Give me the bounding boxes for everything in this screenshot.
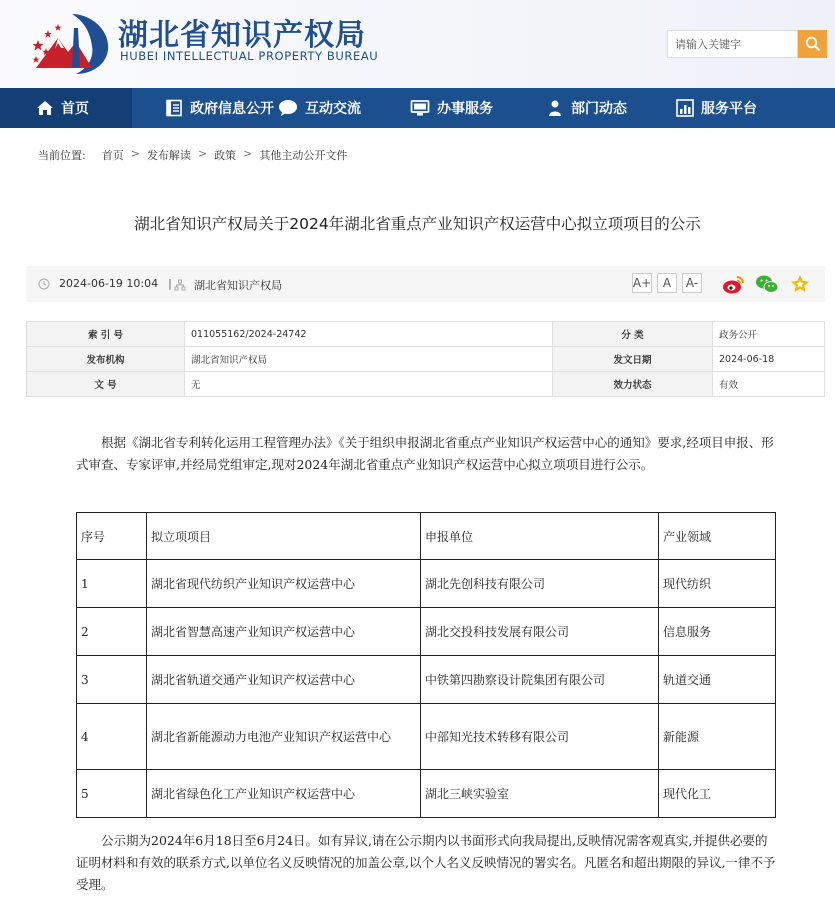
table-header: 拟立项项目 — [147, 513, 421, 560]
table-cell: 新能源 — [659, 704, 776, 770]
article-title: 湖北省知识产权局关于2024年湖北省重点产业知识产权运营中心拟立项项目的公示 — [134, 215, 701, 233]
home-icon — [36, 99, 54, 117]
table-cell: 湖北交投科技发展有限公司 — [421, 608, 659, 656]
site-title-english: HUBEI INTELLECTUAL PROPERTY BUREAU — [120, 49, 379, 63]
nav-label-services: 办事服务 — [437, 101, 493, 117]
search-input[interactable] — [667, 30, 798, 58]
doc-number-label: 文 号 — [27, 372, 185, 397]
validity-label: 效力状态 — [553, 372, 713, 397]
table-cell: 湖北省现代纺织产业知识产权运营中心 — [147, 560, 421, 608]
table-cell: 湖北先创科技有限公司 — [421, 560, 659, 608]
bureau-logo-icon[interactable] — [28, 8, 114, 80]
doc-number-value: 无 — [185, 372, 553, 397]
table-cell: 4 — [77, 704, 147, 770]
nav-label-home: 首页 — [61, 101, 89, 117]
clock-icon — [38, 278, 50, 290]
issue-date-value: 2024-06-18 — [713, 347, 825, 372]
meta-separator: | — [168, 277, 172, 290]
project-list-table — [76, 512, 776, 818]
nav-item-interaction[interactable] — [278, 88, 410, 128]
nav-label-interaction: 互动交流 — [305, 101, 361, 117]
table-cell: 湖北省轨道交通产业知识产权运营中心 — [147, 656, 421, 704]
intro-paragraph: 根据《湖北省专利转化运用工程管理办法》《关于组织申报湖北省重点产业知识产权运营中心的通知》要求,经项目申报、形式审查、专家评审,并经局党组审定,现对2024年湖北省重点产业知识产权运营中心拟立项项目进行公示。 — [76, 435, 774, 472]
font-larger-button[interactable]: A+ — [632, 273, 652, 293]
info-row — [27, 372, 825, 397]
table-cell: 中部知光技术转移有限公司 — [421, 704, 659, 770]
validity-value: 有效 — [713, 372, 825, 397]
main-nav — [0, 88, 835, 128]
article-meta-bar — [26, 266, 825, 302]
table-cell: 湖北省绿色化工产业知识产权运营中心 — [147, 770, 421, 818]
article-source — [174, 277, 282, 293]
search-button[interactable] — [798, 30, 827, 58]
table-cell: 轨道交通 — [659, 656, 776, 704]
index-value: 011055162/2024-24742 — [185, 322, 553, 347]
star-icon — [789, 273, 811, 295]
nav-label-dept-news: 部门动态 — [571, 101, 627, 117]
document-info-table — [26, 321, 825, 397]
site-header — [0, 0, 835, 88]
breadcrumb-item-home[interactable]: 首页 — [101, 149, 124, 162]
nav-item-home[interactable] — [0, 88, 132, 128]
nav-item-platform[interactable] — [676, 88, 796, 128]
table-cell: 湖北省新能源动力电池产业知识产权运营中心 — [147, 704, 421, 770]
font-normal-button[interactable]: A — [657, 273, 677, 293]
table-cell: 2 — [77, 608, 147, 656]
chat-icon — [278, 99, 298, 117]
table-cell: 1 — [77, 560, 147, 608]
nav-item-gov-info[interactable] — [132, 88, 278, 128]
table-cell: 现代化工 — [659, 770, 776, 818]
table-cell: 现代纺织 — [659, 560, 776, 608]
chart-icon — [676, 99, 694, 117]
index-label: 索 引 号 — [27, 322, 185, 347]
share-weibo-button[interactable] — [722, 272, 746, 296]
table-header: 申报单位 — [421, 513, 659, 560]
publish-date — [38, 277, 172, 290]
monitor-icon — [410, 99, 430, 117]
search-box — [667, 30, 827, 58]
table-cell: 湖北三峡实验室 — [421, 770, 659, 818]
table-cell: 5 — [77, 770, 147, 818]
table-header: 序号 — [77, 513, 147, 560]
breadcrumb-separator: > — [243, 147, 253, 160]
breadcrumb-item-release[interactable]: 发布解读 — [146, 149, 191, 162]
document-icon — [165, 99, 183, 117]
table-cell: 信息服务 — [659, 608, 776, 656]
sitemap-icon — [174, 279, 186, 291]
article-source-text: 湖北省知识产权局 — [194, 279, 282, 292]
publish-date-text: 2024-06-19 10:04 — [59, 277, 159, 290]
issue-date-label: 发文日期 — [553, 347, 713, 372]
publisher-value: 湖北省知识产权局 — [185, 347, 553, 372]
breadcrumb-item-policy[interactable]: 政策 — [214, 149, 237, 162]
table-row — [77, 656, 776, 704]
publisher-label: 发布机构 — [27, 347, 185, 372]
nav-item-services[interactable] — [410, 88, 546, 128]
breadcrumb-item-other[interactable]: 其他主动公开文件 — [259, 149, 348, 162]
breadcrumb — [38, 147, 347, 163]
table-header-row — [77, 513, 776, 560]
category-label: 分 类 — [553, 322, 713, 347]
table-cell: 中铁第四勘察设计院集团有限公司 — [421, 656, 659, 704]
table-row — [77, 770, 776, 818]
breadcrumb-separator: > — [197, 147, 208, 160]
table-row — [77, 704, 776, 770]
table-header: 产业领域 — [659, 513, 776, 560]
table-cell: 湖北省智慧高速产业知识产权运营中心 — [147, 608, 421, 656]
table-row — [77, 560, 776, 608]
table-row — [77, 608, 776, 656]
info-row — [27, 347, 825, 372]
breadcrumb-prefix: 当前位置: — [38, 149, 86, 162]
site-title[interactable]: 湖北省知识产权局 — [118, 18, 366, 53]
breadcrumb-separator: > — [130, 147, 140, 160]
share-wechat-button[interactable] — [755, 272, 779, 296]
wechat-icon — [755, 273, 779, 295]
font-smaller-button[interactable]: A- — [682, 273, 702, 293]
megaphone-icon — [546, 99, 564, 117]
info-row — [27, 322, 825, 347]
table-cell: 3 — [77, 656, 147, 704]
nav-label-platform: 服务平台 — [701, 101, 757, 117]
nav-item-dept-news[interactable] — [546, 88, 676, 128]
category-value: 政务公开 — [713, 322, 825, 347]
weibo-icon — [722, 273, 746, 295]
nav-label-gov-info: 政府信息公开 — [190, 101, 274, 117]
favorite-button[interactable] — [788, 272, 812, 296]
font-size-controls — [632, 273, 702, 293]
share-buttons — [722, 272, 812, 296]
search-icon — [805, 36, 821, 52]
closing-paragraph: 公示期为2024年6月18日至6月24日。如有异议,请在公示期内以书面形式向我局提出,反映情况需客观真实,并提供必要的证明材料和有效的联系方式,以单位名义反映情况的加盖公章,以个人名义反映情况的署实名。凡匿名和超出期限的异议,一律不予受理。 — [76, 833, 776, 892]
